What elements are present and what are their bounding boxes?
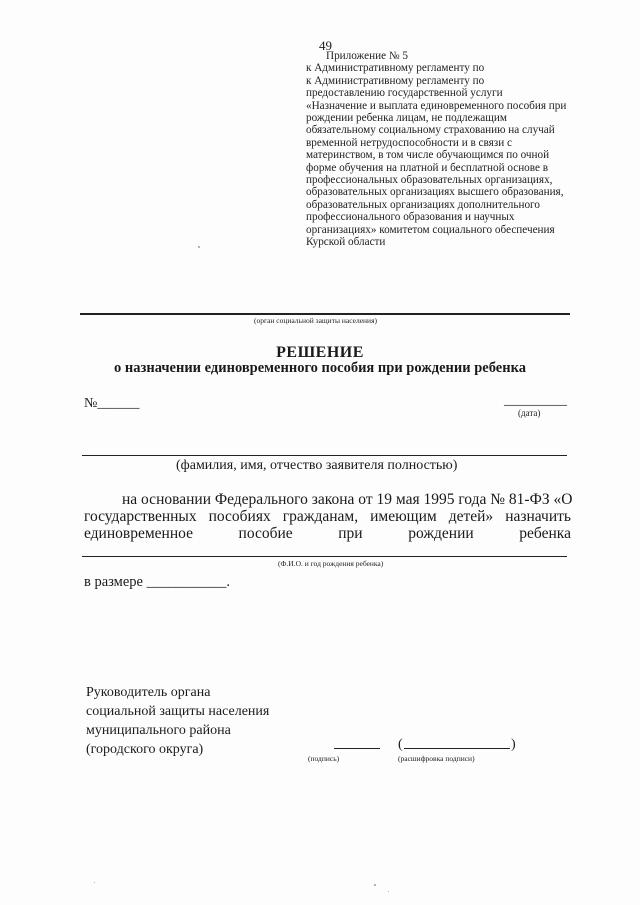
- decoding-open-paren: (: [398, 737, 403, 752]
- body-line-3: [84, 525, 571, 543]
- decision-subtitle: о назначении единовременного пособия при рождении ребенка: [114, 360, 526, 376]
- body-word: при: [338, 525, 363, 542]
- signer-line: Руководитель органа: [86, 685, 211, 700]
- signer-line: муниципального района: [86, 723, 231, 738]
- body-word: рождении: [408, 525, 474, 542]
- annex-line: обязательному социальному страхованию на случай: [306, 124, 555, 137]
- annex-line: к Административному регламенту по: [306, 62, 485, 75]
- annex-line: материнством, в том числе обучающимся по очной: [306, 149, 550, 162]
- page-number: 49: [319, 38, 332, 53]
- applicant-fill-line: [82, 455, 567, 456]
- scan-speck: [388, 891, 389, 892]
- annex-line: профессиональных образовательных организациях,: [306, 174, 553, 187]
- annex-line: форме обучения на платной и бесплатной основе в: [306, 161, 549, 174]
- organ-caption: (орган социальной защиты населения): [254, 316, 378, 325]
- annex-line: предоставлению государственной услуги: [306, 87, 503, 100]
- decoding-line: [404, 748, 510, 749]
- body-word: ребенка: [519, 525, 571, 542]
- body-word: гражданам,: [282, 508, 359, 525]
- body-word: единовременное: [84, 525, 193, 542]
- annex-line: Курской области: [306, 236, 386, 249]
- signer-line: социальной защиты населения: [86, 704, 270, 719]
- annex-line: временной нетрудоспособности и в связи с: [306, 136, 512, 149]
- amount-field: в размере ___________.: [84, 574, 230, 590]
- body-word: имеющим: [370, 508, 437, 525]
- body-word: детей»: [448, 508, 494, 525]
- signer-line: (городского округа): [86, 742, 204, 757]
- body-word: государственных: [84, 508, 197, 525]
- annex-line: профессионального образования и научных: [306, 211, 515, 224]
- decision-number-field: №______: [84, 396, 140, 411]
- decision-title: РЕШЕНИЕ: [276, 344, 364, 361]
- body-word: пособие: [238, 525, 293, 542]
- date-caption: (дата): [518, 408, 541, 418]
- body-line-1: на основании Федерального закона от 19 мая 1995 года № 81-ФЗ «О: [122, 491, 573, 508]
- signature-caption: (подпись): [308, 754, 340, 763]
- date-field: _________: [504, 393, 567, 408]
- decoding-close-paren: ): [511, 737, 516, 752]
- body-line-2: [84, 508, 571, 526]
- scan-speck: [198, 246, 200, 248]
- child-caption: (Ф.И.О. и год рождения ребенка): [278, 559, 384, 568]
- body-word: пособиях: [208, 508, 271, 525]
- signature-line: [334, 748, 380, 749]
- annex-header: [306, 50, 572, 249]
- applicant-caption: (фамилия, имя, отчество заявителя полностью): [176, 458, 458, 473]
- annex-line: организациях» комитетом социального обеспечения: [306, 223, 555, 236]
- scan-speck: [94, 882, 95, 883]
- annex-line: образовательных организациях высшего образования,: [306, 186, 564, 199]
- annex-line: рождении ребенка лицам, не подлежащим: [306, 112, 507, 125]
- scan-speck: [374, 884, 376, 886]
- organ-fill-line: [80, 313, 570, 315]
- child-fill-line: [82, 556, 567, 557]
- annex-line: «Назначение и выплата единовременного пособия при: [306, 99, 567, 112]
- annex-line: к Административному регламенту по: [306, 74, 485, 87]
- decoding-caption: (расшифровка подписи): [398, 754, 475, 763]
- body-word: назначить: [505, 508, 571, 525]
- annex-line: образовательных организациях дополнительного: [306, 198, 540, 211]
- annex-line: Приложение № 5: [326, 50, 408, 62]
